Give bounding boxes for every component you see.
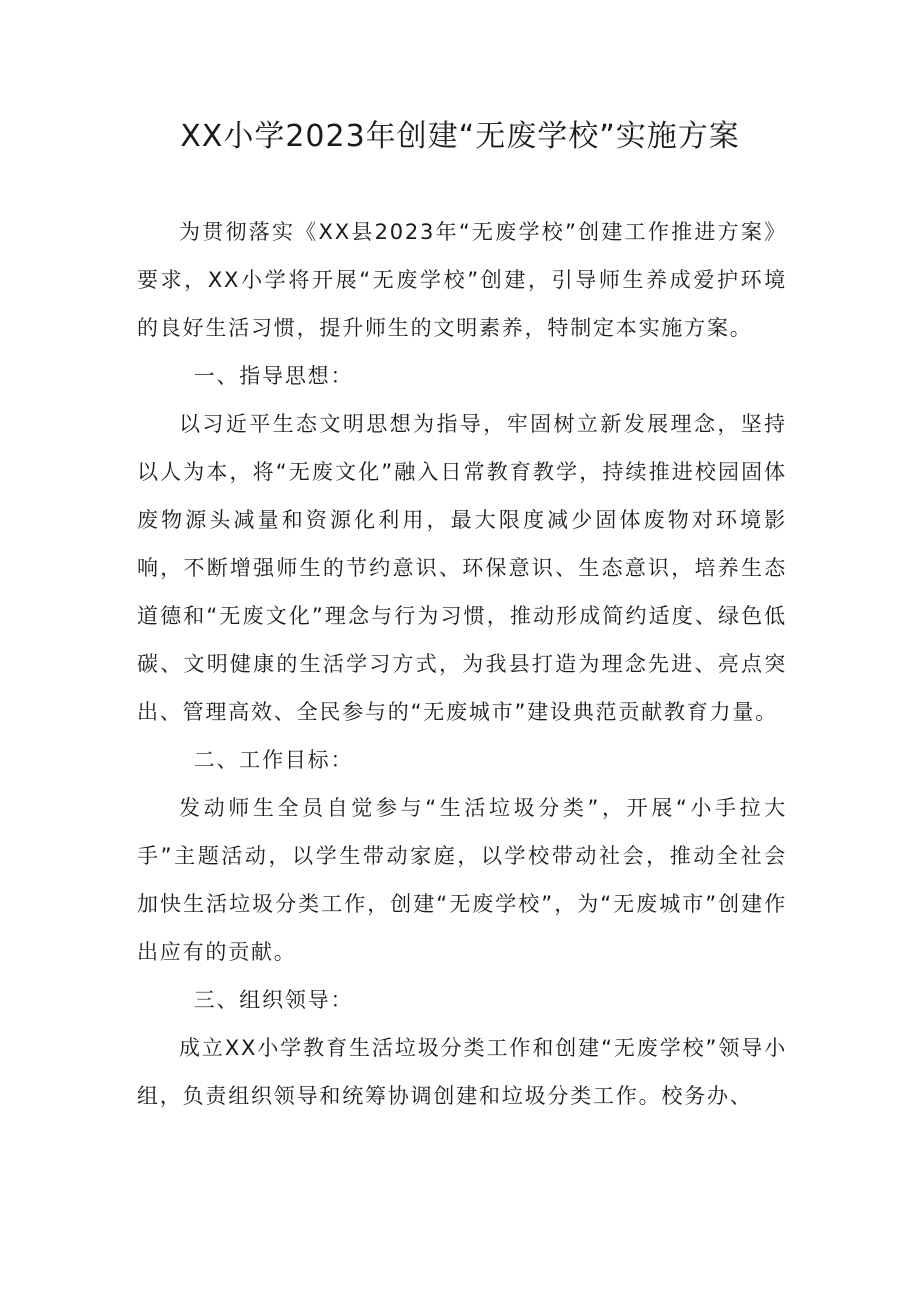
section-heading-work-goals: 二、工作目标： [193,748,354,772]
document-body [137,208,787,1120]
intro-paragraph: 为贯彻落实《XX县2023年“无废学校”创建工作推进方案》要求，XX小学将开展“无废学校”创建，引导师生养成爱护环境的良好生活习惯，提升师生的文明素养，特制定本实施方案。 [137,220,787,340]
document-title: XX小学2023年创建“无废学校”实施方案 [180,119,740,154]
section-text-work-goals: 发动师生全员自觉参与“生活垃圾分类”，开展“小手拉大手”主题活动，以学生带动家庭，以学校带动社会，推动全社会加快生活垃圾分类工作，创建“无废学校”，为“无废城市”创建作出应有的贡献。 [137,796,787,964]
section-text-guiding-ideology: 以习近平生态文明思想为指导，牢固树立新发展理念，坚持以人为本，将“无废文化”融入日常教育教学，持续推进校园固体废物源头减量和资源化利用，最大限度减少固体废物对环境影响，不断增强师生的节约意识、环保意识、生态意识，培养生态道德和“无废文化”理念与行为习惯，推动形成简约适度、绿色低碳、文明健康的生活学习方式，为我县打造为理念先进、亮点突出、管理高效、全民参与的“无废城市”建设典范贡献教育力量。 [137,412,787,724]
section-heading-guiding-ideology: 一、指导思想： [193,364,354,388]
section-text-organization: 成立XX小学教育生活垃圾分类工作和创建“无废学校”领导小组，负责组织领导和统筹协调创建和垃圾分类工作。校务办、 [137,1036,787,1108]
section-heading-organization: 三、组织领导： [193,988,354,1012]
